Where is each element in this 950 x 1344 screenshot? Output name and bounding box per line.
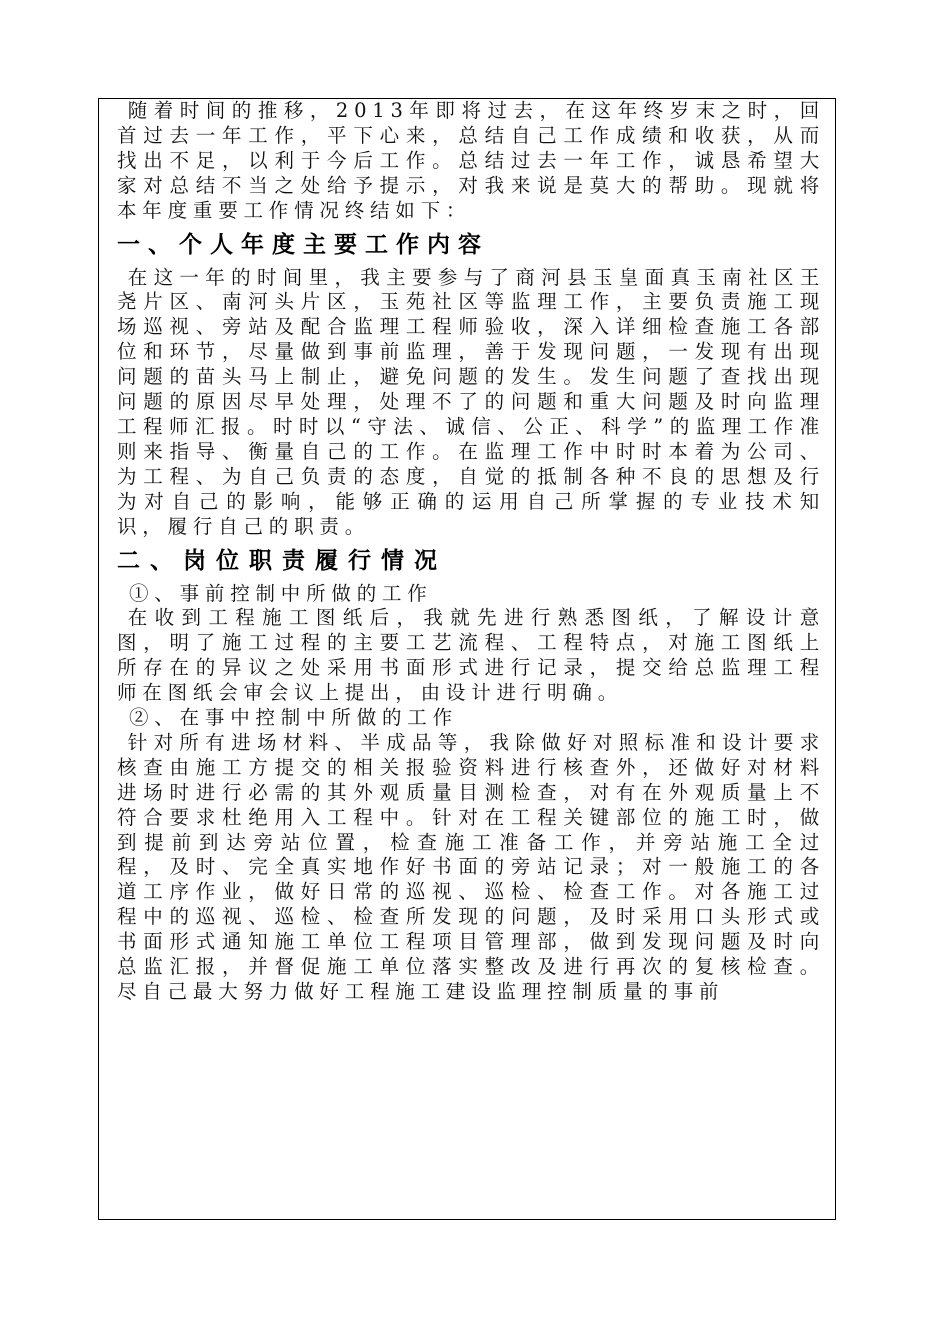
subsection-1-title: ①、事前控制中所做的工作 bbox=[129, 581, 433, 605]
subsection-2-body: 针对所有进场材料、半成品等，我除做好对照标准和设计要求核查由施工方提交的相关报验资料进行核查外，还做好对材料进场时进行必需的其外观质量目测检查，对有在外观质量上不符合要求杜绝用入工程中。针对在工程关键部位的施工时，做到提前到达旁站位置，检查施工准备工作，并旁站施工全过程，及时、完全真实地作好书面的旁站记录；对一般施工的各道工序作业，做好日常的巡视、巡检、检查工作。对各施工过程中的巡视、巡检、检查所发现的问题，及时采用口头形式或书面形式通知施工单位工程项目管理部，做到发现问题及时向总监汇报，并督促施工单位落实整改及进行再次的复核检查。尽自己最大努力做好工程施工建设监理控制质量的事前 bbox=[117, 730, 825, 1003]
document-frame bbox=[98, 98, 836, 1220]
subsection-2-title: ②、在事中控制中所做的工作 bbox=[129, 706, 458, 730]
subsection-1-body: 在收到工程施工图纸后，我就先进行熟悉图纸，了解设计意图，明了施工过程的主要工艺流程、工程特点，对施工图纸上所存在的异议之处采用书面形式进行记录，提交给总监理工程师在图纸会审会议上提出，由设计进行明确。 bbox=[117, 606, 825, 705]
section-1-body: 在这一年的时间里，我主要参与了商河县玉皇面真玉南社区王尧片区、南河头片区，玉苑社区等监理工作，主要负责施工现场巡视、旁站及配合监理工程师验收，深入详细检查施工各部位和环节，尽量做到事前监理，善于发现问题，一发现有出现问题的苗头马上制止，避免问题的发生。发生问题了查找出现问题的原因尽早处理，处理不了的问题和重大问题及时向监理工程师汇报。时时以“守法、诚信、公正、科学”的监理工作准则来指导、衡量自己的工作。在监理工作中时时本着为公司、为工程、为自己负责的态度，自觉的抵制各种不良的思想及行为对自己的影响，能够正确的运用自己所掌握的专业技术知识，履行自己的职责。 bbox=[117, 265, 825, 538]
intro-paragraph: 随着时间的推移，2013年即将过去，在这年终岁末之时，回首过去一年工作，平下心来，总结自己工作成绩和收获，从而找出不足，以利于今后工作。总结过去一年工作，诚恳希望大家对总结不当之处给予提示，对我来说是莫大的帮助。现就将本年度重要工作情况终结如下： bbox=[117, 99, 825, 222]
document-content bbox=[117, 99, 825, 1005]
section-1-heading: 一、个人年度主要工作内容 bbox=[117, 231, 489, 258]
section-2-heading: 二、岗位职责履行情况 bbox=[117, 547, 447, 574]
